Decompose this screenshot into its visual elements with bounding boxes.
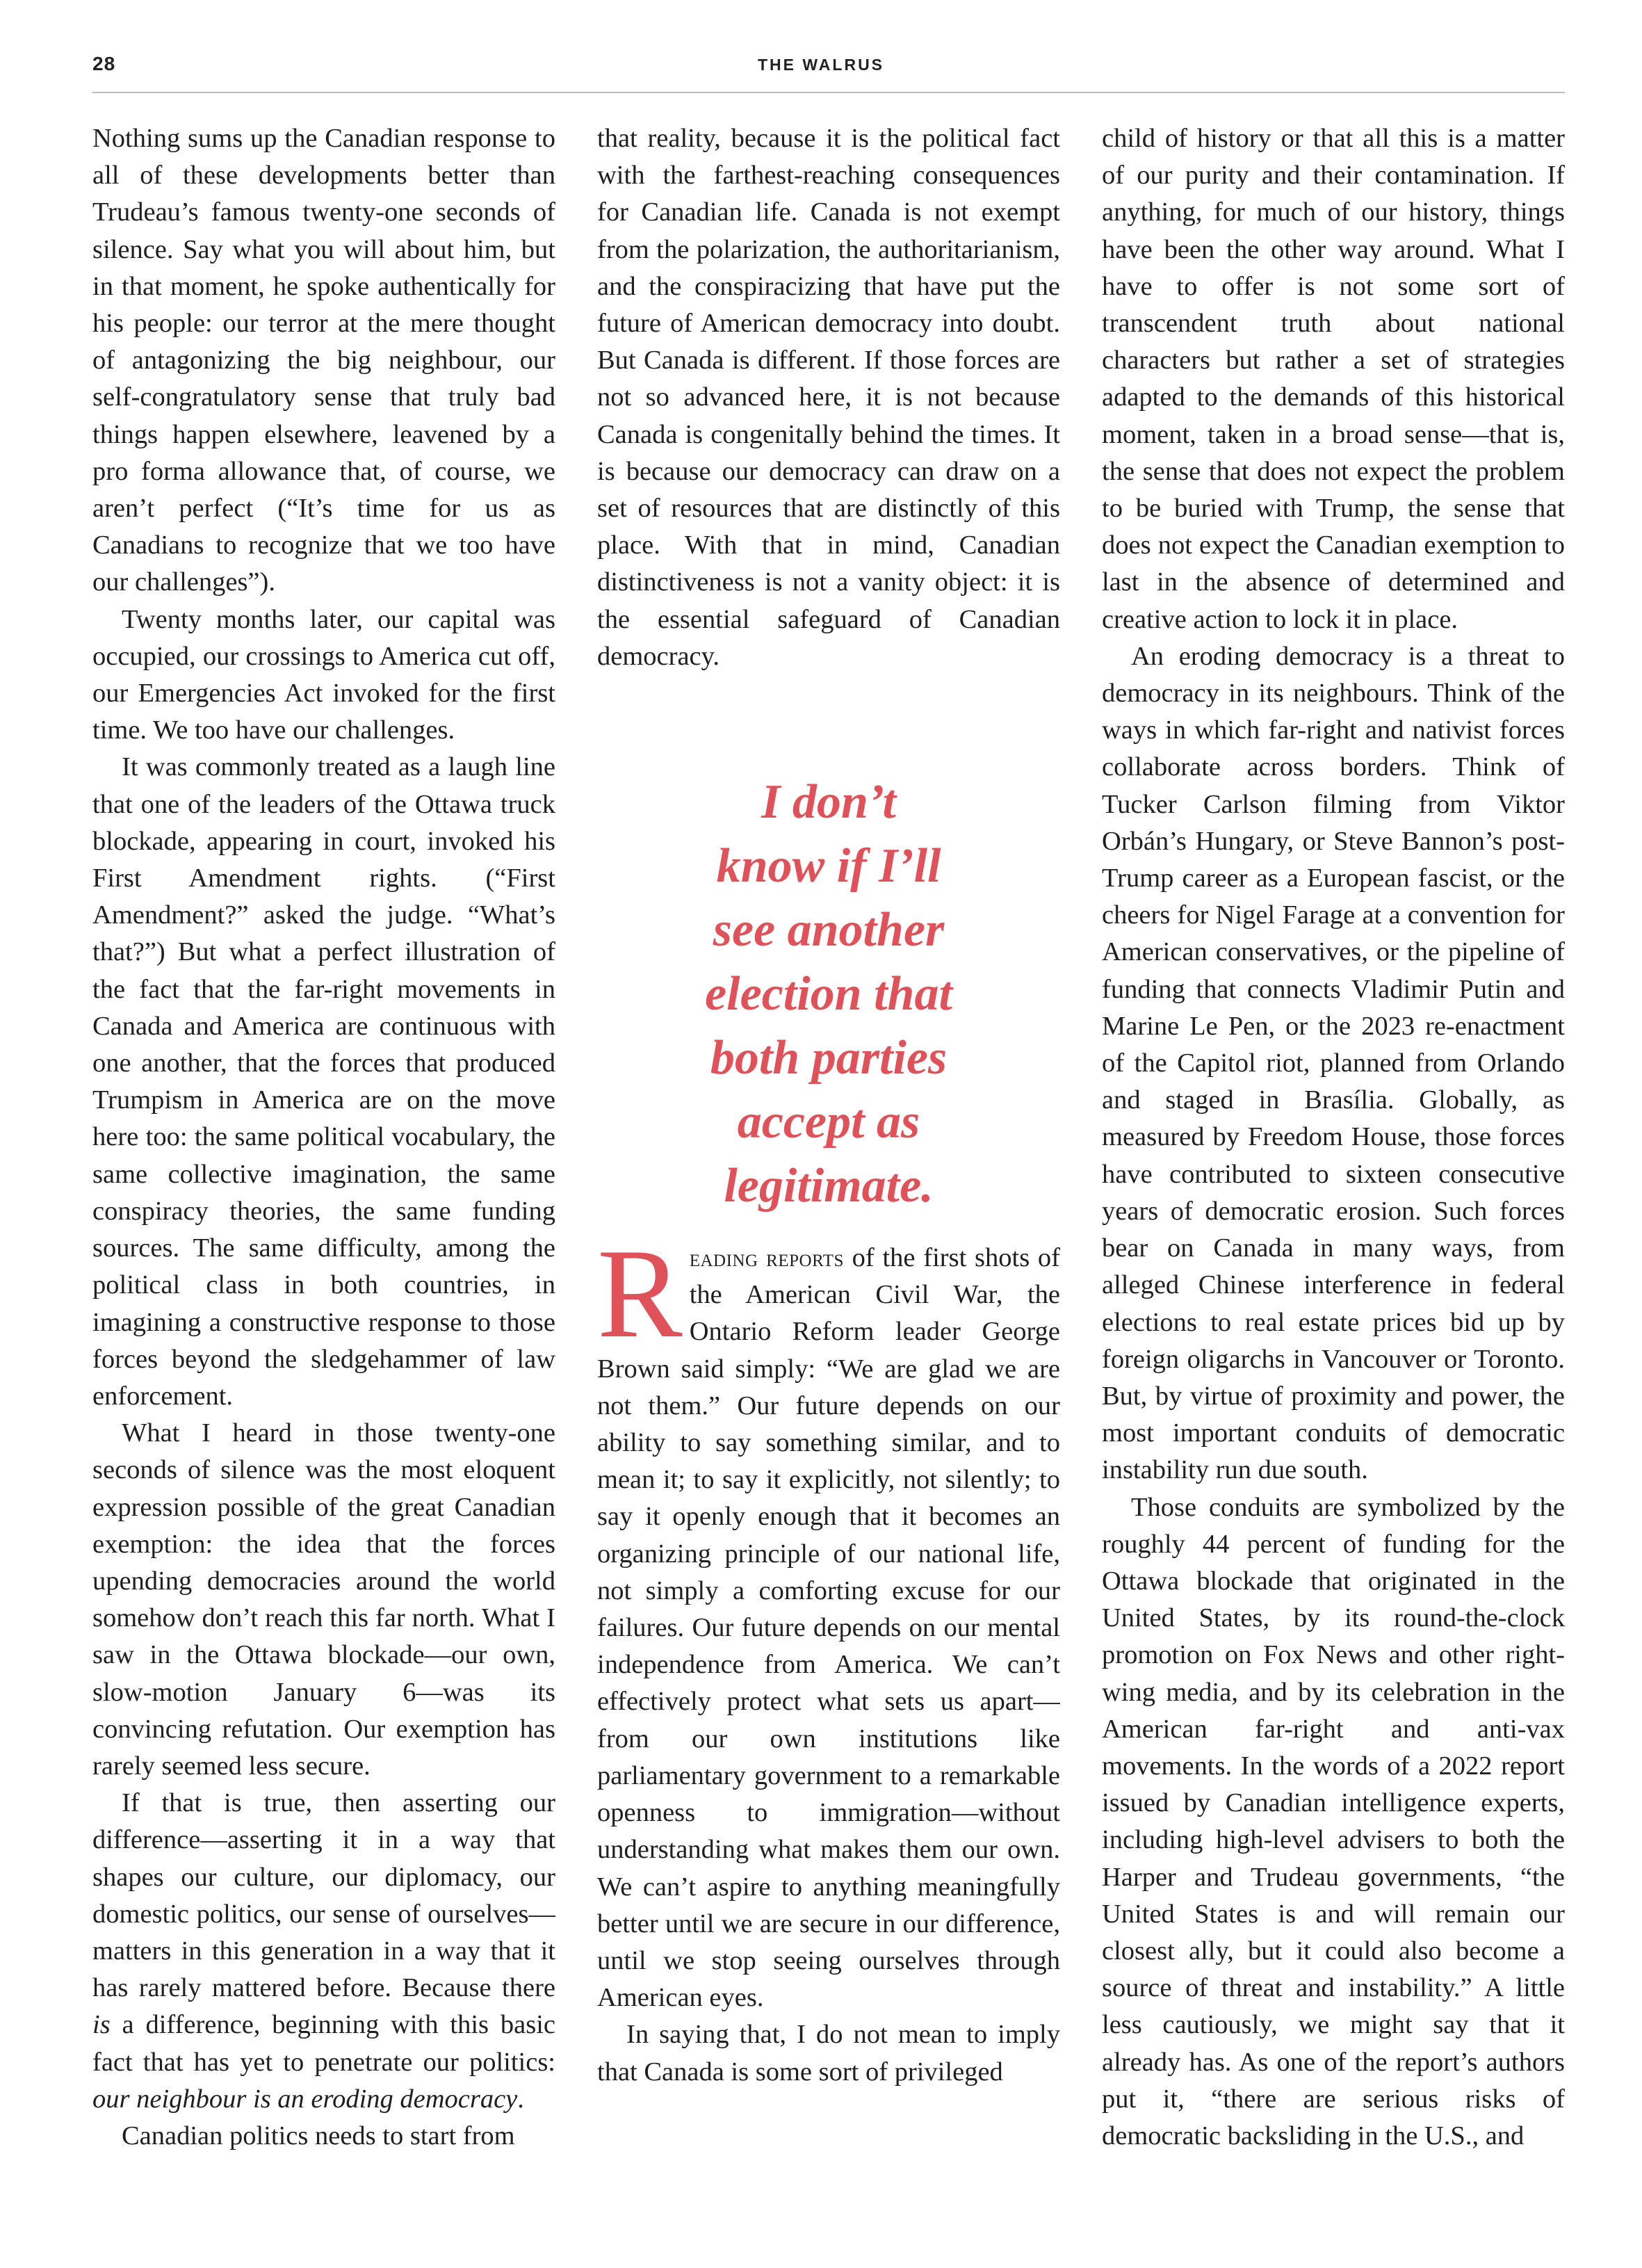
- column-left: [92, 120, 555, 2206]
- paragraph: An eroding democracy is a threat to democracy in its neighbours. Think of the ways in which far-right and nativist forces collaborate across borders. Think of Tucker Carlson filming from Viktor Orbán’s Hungary, or Steve Bannon’s post-Trump career as a European fascist, or the cheers for Nigel Farage at a convention for American conservatives, or the pipeline of funding that connects Vladimir Putin and Marine Le Pen, or the 2023 re-enactment of the Capitol riot, planned from Orlando and staged in Brasília. Globally, as measured by Freedom House, those forces have contributed to sixteen consecutive years of democratic erosion. Such forces bear on Canada in many ways, from alleged Chinese interference in federal elections to real estate prices bid up by foreign oligarchs in Vancouver or Toronto. But, by virtue of proximity and power, the most important conduits of democratic instability run due south.: [1102, 641, 1565, 1485]
- header-rule: [92, 92, 1565, 93]
- column-right: [1102, 120, 1565, 2206]
- pull-quote-line: see another: [713, 903, 945, 957]
- column-middle: [597, 120, 1060, 2206]
- pull-quote-line: legitimate.: [724, 1159, 934, 1213]
- paragraph: In saying that, I do not mean to imply that Canada is some sort of privileged: [597, 2020, 1060, 2087]
- paragraph: [597, 1222, 1060, 2016]
- paragraph: Twenty months later, our capital was occupied, our crossings to America cut off, our Emergencies Act invoked for the first time. We too have our challenges.: [92, 604, 555, 745]
- page-number: 28: [92, 53, 116, 74]
- text-run: of the first shots of the American Civil War, the Ontario Reform leader George Brown said simply: “We are glad we are not them.” Our future depends on our ability to say something similar, and to mean it; to say it explicitly, not silently; to say it openly enough that it becomes an organizing principle of our national life, not simply a comforting excuse for our failures. Our future depends on our mental independence from America. We can’t effectively protect what sets us apart—from our own institutions like parliamentary government to a remarkable openness to immigration—without understanding what makes them our own. We can’t aspire to anything meaningfully better until we are secure in our difference, until we stop seeing ourselves through American eyes.: [597, 1243, 1060, 2013]
- paragraph: It was commonly treated as a laugh line that one of the leaders of the Ottawa truck blockade, appearing in court, invoked his First Amendment rights. (“First Amendment?” asked the judge. “What’s that?”) But what a perfect illustration of the fact that the far-right movements in Canada and America are continuous with one another, that the forces that produced Trumpism in America are on the move here too: the same political vocabulary, the same collective imagination, the same conspiracy theories, the same funding sources. The same difficulty, among the political class in both countries, in imagining a constructive response to those forces beyond the sledgehammer of law enforcement.: [92, 752, 555, 1411]
- text-run: .: [517, 2084, 524, 2114]
- paragraph: child of history or that all this is a matter of our purity and their contamination. If anything, for much of our history, things have been the other way around. What I have to offer is not some sort of transcendent truth about national characters but rather a set of strategies adapted to the demands of this historical moment, taken in a broad sense—that is, the sense that does not expect the problem to be buried with Trump, the sense that does not expect the Canadian exemption to last in the absence of determined and creative action to lock it in place.: [1102, 124, 1565, 634]
- text-run: a difference, beginning with this basic fact that has yet to penetrate our politics:: [92, 2010, 555, 2077]
- paragraph: Those conduits are symbolized by the roughly 44 percent of funding for the Ottawa blockade that originated in the United States, by its round-the-clock promotion on Fox News and other right-wing media, and by its celebration in the American far-right and anti-vax movements. In the words of a 2022 report issued by Canadian intelligence experts, including high-level advisers to both the Harper and Trudeau governments, “the United States is and will remain our closest ally, but it could also become a source of threat and instability.” A little less cautiously, we might say that it already has. As one of the report’s authors put it, “there are serious risks of democratic backsliding in the U.S., and: [1102, 1492, 1565, 2150]
- text-run: If that is true, then asserting our difference—asserting it in a way that shapes our culture, our diplomacy, our domestic politics, our sense of ourselves—matters in this generation in a way that it has rarely mattered before. Because there: [92, 1788, 555, 2003]
- paragraph: Canadian politics needs to start from: [122, 2121, 515, 2150]
- paragraph: that reality, because it is the political fact with the farthest-reaching consequences for Canadian life. Canada is not exempt from the polarization, the authoritarianism, and the conspiracizing that have put the future of American democracy into doubt. But Canada is different. If those forces are not so advanced here, it is not because Canada is congenitally behind the times. It is because our democracy can draw on a set of resources that are distinctly of this place. With that in mind, Canadian distinctiveness is not a vanity object: it is the essential safeguard of Canadian democracy.: [597, 124, 1060, 671]
- emphasis-text: our neighbour is an eroding democracy: [92, 2084, 518, 2114]
- small-caps-lead: eading reports: [689, 1244, 844, 1272]
- pull-quote-line: election that: [705, 967, 952, 1021]
- publication-name: THE WALRUS: [757, 56, 885, 74]
- drop-cap: R: [597, 1222, 683, 1365]
- pull-quote-line: know if I’ll: [716, 839, 941, 893]
- pull-quote-line: both parties: [710, 1031, 948, 1085]
- emphasis-text: is: [92, 2010, 111, 2040]
- paragraph: What I heard in those twenty-one seconds of silence was the most eloquent expression possible of the great Canadian exemption: the idea that the forces upending democracies around the world somehow don’t reach this far north. What I saw in the Ottawa blockade—our own, slow-motion January 6—was its convincing refutation. Our exemption has rarely seemed less secure.: [92, 1418, 555, 1781]
- paragraph: [92, 1785, 555, 2118]
- pull-quote-line: I don’t: [761, 775, 896, 829]
- pull-quote-line: accept as: [737, 1095, 920, 1149]
- pull-quote: [597, 675, 1060, 1240]
- paragraph: Nothing sums up the Canadian response to all of these developments better than Trudeau’s famous twenty-one seconds of silence. Say what you will about him, but in that moment, he spoke authentically for his people: our terror at the mere thought of antagonizing the big neighbour, our self-congratulatory sense that truly bad things happen elsewhere, leavened by a pro forma allowance that, of course, we aren’t perfect (“It’s time for us as Canadians to recognize that we too have our challenges”).: [92, 124, 555, 597]
